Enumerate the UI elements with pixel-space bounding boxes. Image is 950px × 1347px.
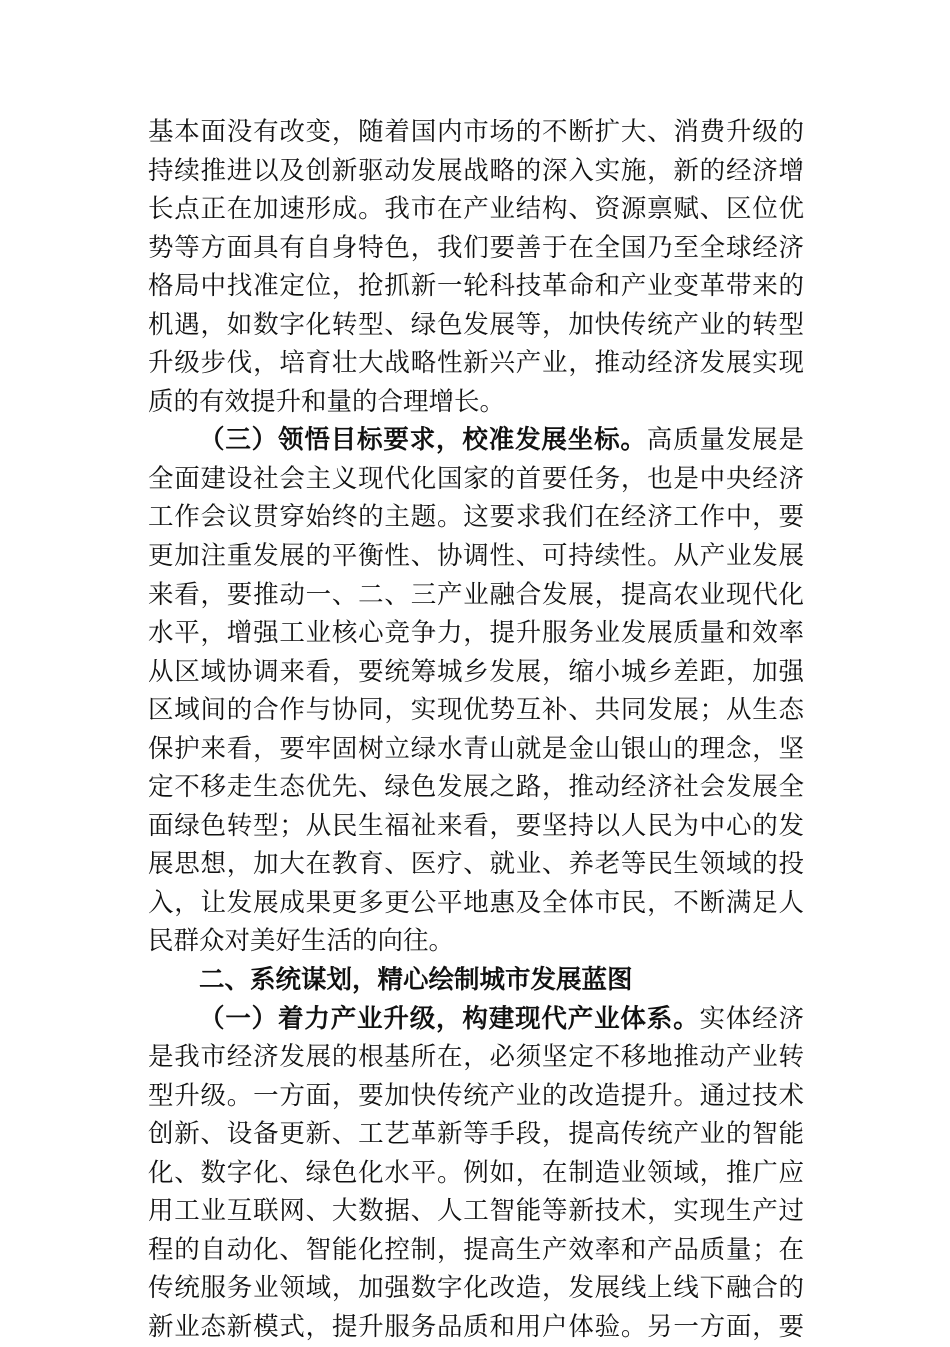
paragraph-3 bbox=[148, 1000, 804, 1347]
text-line: 保护来看，要牢固树立绿水青山就是金山银山的理念，坚 bbox=[148, 733, 804, 764]
paragraph-2 bbox=[148, 421, 804, 961]
text-line: 工作会议贯穿始终的主题。这要求我们在经济工作中，要 bbox=[148, 502, 804, 533]
text-line bbox=[148, 421, 804, 460]
text-span: 高质量发展是 bbox=[646, 425, 804, 456]
text-line: 创新、设备更新、工艺革新等手段，提高传统产业的智能 bbox=[148, 1119, 804, 1150]
text-line: 更加注重发展的平衡性、协调性、可持续性。从产业发展 bbox=[148, 541, 804, 572]
text-line: 升级步伐，培育壮大战略性新兴产业，推动经济发展实现 bbox=[148, 348, 804, 379]
text-line: 区域间的合作与协同，实现优势互补、共同发展；从生态 bbox=[148, 695, 804, 726]
text-line: 化、数字化、绿色化水平。例如，在制造业领域，推广应 bbox=[148, 1157, 804, 1188]
text-span: 实体经济 bbox=[699, 1003, 804, 1034]
text-line: 程的自动化、智能化控制，提高生产效率和产品质量；在 bbox=[148, 1234, 804, 1265]
document-body bbox=[148, 113, 804, 1347]
text-line: 势等方面具有自身特色，我们要善于在全国乃至全球经济 bbox=[148, 232, 804, 263]
text-line: 持续推进以及创新驱动发展战略的深入实施，新的经济增 bbox=[148, 155, 804, 186]
text-line: 机遇，如数字化转型、绿色发展等，加快传统产业的转型 bbox=[148, 309, 804, 340]
text-line: 质的有效提升和量的合理增长。 bbox=[148, 386, 506, 417]
text-line bbox=[148, 1000, 804, 1039]
paragraph-1 bbox=[148, 113, 804, 421]
text-line: 水平，增强工业核心竞争力，提升服务业发展质量和效率 bbox=[148, 618, 804, 649]
paragraph-lead: （一）着力产业升级，构建现代产业体系。 bbox=[199, 1003, 700, 1034]
text-line: 传统服务业领域，加强数字化改造，发展线上线下融合的 bbox=[148, 1273, 804, 1304]
text-line: 面绿色转型；从民生福祉来看，要坚持以人民为中心的发 bbox=[148, 810, 804, 841]
text-line: 民群众对美好生活的向往。 bbox=[148, 926, 455, 957]
text-line: 格局中找准定位，抢抓新一轮科技革命和产业变革带来的 bbox=[148, 271, 804, 302]
text-line: 从区域协调来看，要统筹城乡发展，缩小城乡差距，加强 bbox=[148, 656, 804, 687]
paragraph-lead: （三）领悟目标要求，校准发展坐标。 bbox=[199, 425, 647, 456]
text-line: 基本面没有改变，随着国内市场的不断扩大、消费升级的 bbox=[148, 117, 804, 147]
text-line: 是我市经济发展的根基所在，必须坚定不移地推动产业转 bbox=[148, 1042, 804, 1073]
text-line: 来看，要推动一、二、三产业融合发展，提高农业现代化 bbox=[148, 579, 804, 610]
text-line: 入，让发展成果更多更公平地惠及全体市民，不断满足人 bbox=[148, 887, 804, 918]
section-heading: 二、系统谋划，精心绘制城市发展蓝图 bbox=[199, 965, 633, 996]
text-line: 全面建设社会主义现代化国家的首要任务，也是中央经济 bbox=[148, 463, 804, 494]
text-line: 定不移走生态优先、绿色发展之路，推动经济社会发展全 bbox=[148, 772, 804, 803]
text-line: 型升级。一方面，要加快传统产业的改造提升。通过技术 bbox=[148, 1080, 804, 1111]
text-line: 长点正在加速形成。我市在产业结构、资源禀赋、区位优 bbox=[148, 194, 804, 225]
text-line: 新业态新模式，提升服务品质和用户体验。另一方面，要 bbox=[148, 1311, 804, 1342]
text-line: 用工业互联网、大数据、人工智能等新技术，实现生产过 bbox=[148, 1196, 804, 1227]
text-line: 展思想，加大在教育、医疗、就业、养老等民生领域的投 bbox=[148, 849, 804, 880]
